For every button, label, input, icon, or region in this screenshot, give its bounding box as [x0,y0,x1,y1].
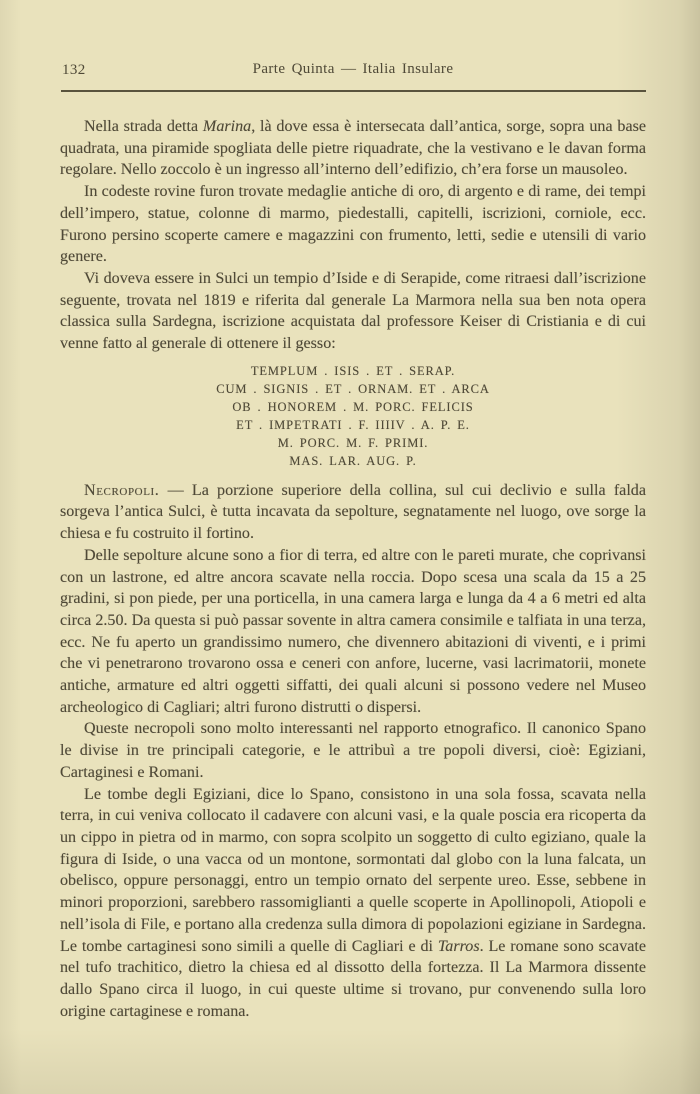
text-segment: In codeste rovine furon trovate medaglie antiche di oro, di argento e di rame, dei tempi dell’impero, statue, colonne di marmo, piedestalli, capitelli, iscrizioni, corniole, ecc. Furono persino scoperte camere e magazzini con frumento, letti, sedie e utensili di vario genere. [60,183,646,266]
running-title: Parte Quinta — Italia Insulare [252,61,454,77]
inscription-line: OB . HONOREM . M. PORC. FELICIS [232,399,474,414]
text-segment: Delle sepolture alcune sono a fior di terra, ed altre con le pareti murate, che coprivansi con un lastrone, ed altre ancora scavate nella roccia. Dopo scesa una scala da 15 a 25 gradini, si pon piede, per una porticella, in una camera larga e lunga da 4 a 6 metri ed alta circa 2.50. Da questa si può passar sovente in altra camera consimile e talfiata in una terza, ecc. Ne fu aperto un grandissimo numero, che divennero abitazioni di viventi, e i primi che vi penetrarono trovarono ossa e ceneri con anfore, lucerne, vasi lacrimatorii, monete antiche, armature ed altri oggetti siffatti, dei quali alcuni si possono vedere nel Museo archeologico di Cagliari; altri furono distrutti o dispersi. [60,546,646,716]
inscription-line: MAS. LAR. AUG. P. [289,453,417,468]
text-segment: Nella strada detta [84,118,203,135]
italic-text: Marina [202,118,252,135]
text-segment: — La porzione superiore della collina, sul cui declivio e sulla falda sorgeva l’antica Sulci, è tutta incavata da sepolture, segnatamente nel luogo, ove sorge la chiesa e fu costruito il fortino. [60,481,646,543]
header-rule [61,90,646,92]
paragraph [60,718,646,783]
inscription-line: TEMPLUM . ISIS . ET . SERAP. [250,363,456,378]
paragraph [60,116,646,181]
text-segment: Vi doveva essere in Sulci un tempio d’Iside e di Serapide, come ritraesi dall’iscrizione seguente, trovata nel 1819 e riferita dal generale La Marmora nella sua ben nota opera classica sulla Sardegna, iscrizione acquistata dal professore Keiser di Cristiania e di cui venne fatto al generale di ottenere il gesso: [60,269,646,353]
page-number: 132 [62,62,86,78]
inscription-line: M. PORC. M. F. PRIMI. [277,435,429,450]
inscription-block [60,362,646,470]
page-header [61,61,645,83]
text-segment: Queste necropoli sono molto interessanti nel rapporto etnografico. Il canonico Spano le divise in tre principali categorie, e le attribuì a tre popoli diversi, cioè: Egiziani, Cartaginesi e Romani. [60,720,646,781]
text-segment: , là dove essa è intersecata dall’antica, sorge, sopra una base quadrata, una piramide spogliata delle pietre riquadrate, che la vestivano e le davan forma regolare. Nello zoccolo è un ingresso all’interno dell’edifizio, ch’era forse un mausoleo. [60,118,646,179]
paragraph [60,480,646,545]
text-segment: . Le romane sono scavate nel tufo trachitico, dietro la chiesa ed al dissotto della fortezza. Il La Marmora dissente dallo Spano circa il luogo, in cui queste ultime si trovano, pur convenendo sulla loro origine cartaginese e romana. [60,937,647,1020]
paragraph [60,181,646,268]
inscription-line: CUM . SIGNIS . ET . ORNAM. ET . ARCA [216,381,490,396]
paragraph [60,545,646,719]
inscription-line: ET . IMPETRATI . F. IIIIV . A. P. E. [236,417,470,432]
text-segment: Le tombe degli Egiziani, dice lo Spano, consistono in una sola fossa, scavata nella terra, in cui veniva collocato il cadavere con alcuni vasi, e la quale poscia era ricoperta da un cippo in pietra od in marmo, con sopra scolpito un soggetto di culto egiziano, quale la figura di Iside, o una vacca od un montone, sormontati dal globo con la luna falcata, un obelisco, oppure personaggi, entro un tempio ornato del serpente ureo. Esse, sebbene in minori proporzioni, sarebbero rassomiglianti a quelle scoperte in Apollinopoli, Atiopoli e nell’isola di File, e portano alla credenza sulla dimora di popolazioni egiziane in Sardegna. Le tombe cartaginesi sono simili a quelle di Cagliari e di [60,785,646,955]
italic-text: Tarros [437,937,480,955]
smallcaps-lead: Necropoli. [84,481,160,499]
page-body [60,116,646,1022]
paragraph [60,784,646,1023]
paragraph [60,268,646,355]
